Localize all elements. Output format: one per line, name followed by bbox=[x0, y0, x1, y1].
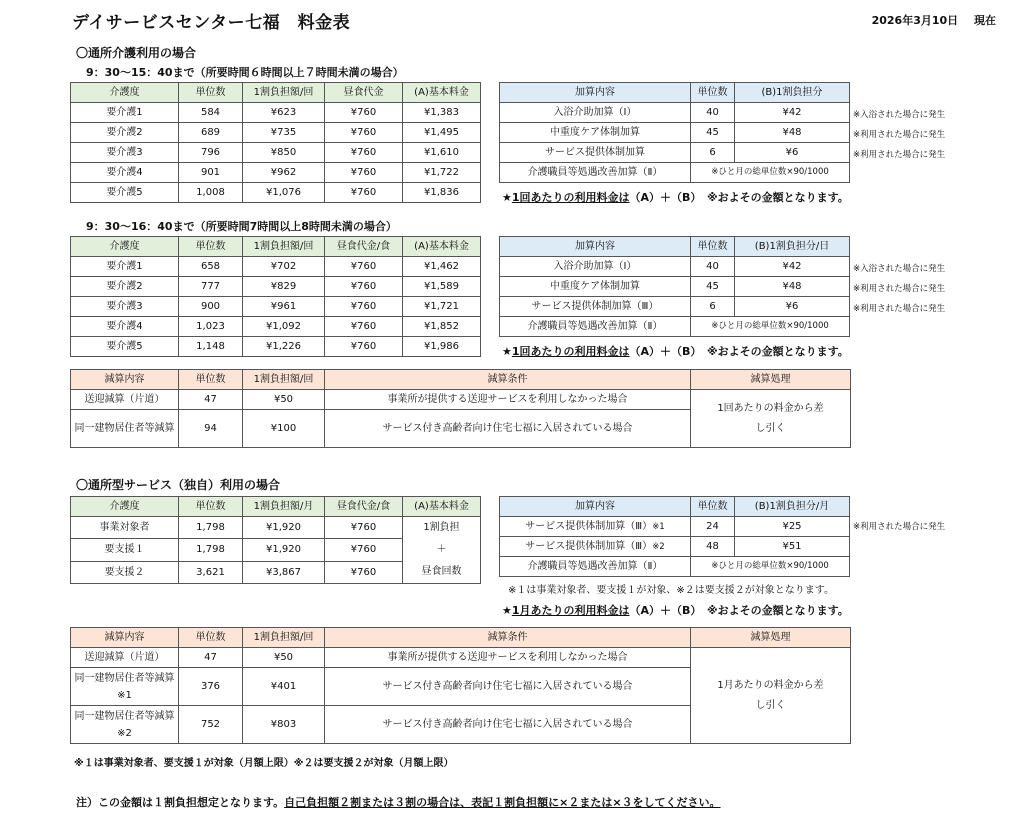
section2-footnote: ※１は事業対象者、要支援１が対象（月額上限）※２は要支援２が対象（月額上限） bbox=[74, 758, 454, 769]
table-header-row: 介護度 単位数 1割負担額/月 昼食代金/食 (A)基本料金 bbox=[71, 497, 481, 517]
section2-addition-table bbox=[499, 496, 850, 577]
table-row: 送迎減算（片道） 47 ¥50 事業所が提供する送迎サービスを利用しなかった場合 1回あたりの料金から差し引く bbox=[71, 390, 851, 410]
basic-fee-cell: 1割負担 ＋ 昼食回数 bbox=[403, 517, 481, 584]
blockA-fee-table bbox=[70, 82, 481, 203]
side-note: ※入浴された場合に発生 bbox=[853, 264, 946, 274]
blockB-total-note: ★1回あたりの利用料金は（A）＋（B） ※およその金額となります。 bbox=[502, 345, 849, 358]
section2-reduction-table bbox=[70, 627, 851, 744]
table-row: サービス提供体制加算（Ⅲ）※1 24 ¥25 bbox=[500, 517, 850, 537]
blockB-addition-table bbox=[499, 236, 850, 337]
table-header-row: 減算内容 単位数 1割負担額/回 減算条件 減算処理 bbox=[71, 370, 851, 390]
side-note: ※利用された場合に発生 bbox=[853, 304, 946, 314]
table-row: 要介護2 777 ¥829 ¥760 ¥1,589 bbox=[71, 277, 481, 297]
date-value: 2026年3月10日 bbox=[871, 14, 959, 27]
bottom-note: 注）この金額は１割負担想定となります。自己負担額２割または３割の場合は、表記１割負担額に×２または×３をしてください。 bbox=[76, 796, 721, 809]
section2-heading: 〇通所型サービス（独自）利用の場合 bbox=[76, 478, 281, 492]
table-row: 事業対象者 1,798 ¥1,920 ¥760 1割負担 ＋ 昼食回数 bbox=[71, 517, 481, 539]
date-suffix: 現在 bbox=[974, 14, 996, 27]
table-header-row: 加算内容 単位数 (B)1割負担分/月 bbox=[500, 497, 850, 517]
page-title: デイサービスセンター七福 料金表 bbox=[72, 13, 351, 33]
side-note: ※利用された場合に発生 bbox=[853, 522, 946, 532]
table-row: 要介護5 1,148 ¥1,226 ¥760 ¥1,986 bbox=[71, 337, 481, 357]
table-row: 要支援２ 3,621 ¥3,867 ¥760 bbox=[71, 561, 481, 583]
blockB-fee-table bbox=[70, 236, 481, 357]
section1-heading: 〇通所介護利用の場合 bbox=[76, 46, 197, 60]
table-row: 介護職員等処遇改善加算（Ⅱ） ※ひと月の総単位数×90/1000 bbox=[500, 317, 850, 337]
side-note: ※利用された場合に発生 bbox=[853, 150, 946, 160]
table-row: 送迎減算（片道） 47 ¥50 事業所が提供する送迎サービスを利用しなかった場合 1月あたりの料金から差し引く bbox=[71, 648, 851, 668]
table-row: 要介護5 1,008 ¥1,076 ¥760 ¥1,836 bbox=[71, 183, 481, 203]
table-row: サービス提供体制加算 6 ¥6 bbox=[500, 143, 850, 163]
blockB-subheading: 9：30～16：40まで（所要時間7時間以上8時間未満の場合） bbox=[86, 220, 397, 233]
section2-total-note: ★1月あたりの利用料金は（A）＋（B） ※およその金額となります。 bbox=[502, 604, 849, 617]
table-row: サービス提供体制加算（Ⅲ） 6 ¥6 bbox=[500, 297, 850, 317]
table-row: 同一建物居住者等減算 ※2 752 ¥803 サービス付き高齢者向け住宅七福に入居されている場合 bbox=[71, 706, 851, 744]
table-row: 同一建物居住者等減算 94 ¥100 サービス付き高齢者向け住宅七福に入居されている場合 bbox=[71, 410, 851, 448]
table-row: 入浴介助加算（Ⅰ） 40 ¥42 bbox=[500, 257, 850, 277]
target-note: ※１は事業対象者、要支援１が対象、※２は要支援２が対象となります。 bbox=[508, 585, 834, 596]
table-row: 要介護4 1,023 ¥1,092 ¥760 ¥1,852 bbox=[71, 317, 481, 337]
blockA-total-note: ★1回あたりの利用料金は（A）＋（B） ※およその金額となります。 bbox=[502, 191, 849, 204]
table-row: 介護職員等処遇改善加算（Ⅱ） ※ひと月の総単位数×90/1000 bbox=[500, 557, 850, 577]
table-row: 介護職員等処遇改善加算（Ⅱ） ※ひと月の総単位数×90/1000 bbox=[500, 163, 850, 183]
table-row: 要介護3 796 ¥850 ¥760 ¥1,610 bbox=[71, 143, 481, 163]
section1-reduction-table bbox=[70, 369, 851, 448]
table-row: サービス提供体制加算（Ⅲ）※2 48 ¥51 bbox=[500, 537, 850, 557]
table-header-row: 減算内容 単位数 1割負担額/回 減算条件 減算処理 bbox=[71, 628, 851, 648]
table-row: 中重度ケア体制加算 45 ¥48 bbox=[500, 277, 850, 297]
blockA-addition-table bbox=[499, 82, 850, 183]
table-header-row: 介護度 単位数 1割負担額/回 昼食代金/食 (A)基本料金 bbox=[71, 237, 481, 257]
table-row: 要介護3 900 ¥961 ¥760 ¥1,721 bbox=[71, 297, 481, 317]
table-header-row: 加算内容 単位数 (B)1割負担分 bbox=[500, 83, 850, 103]
side-note: ※利用された場合に発生 bbox=[853, 130, 946, 140]
table-row: 同一建物居住者等減算 ※1 376 ¥401 サービス付き高齢者向け住宅七福に入居されている場合 bbox=[71, 668, 851, 706]
table-row: 要介護1 584 ¥623 ¥760 ¥1,383 bbox=[71, 103, 481, 123]
blockA-subheading: 9：30～15：40まで（所要時間６時間以上７時間未満の場合） bbox=[86, 66, 404, 79]
section2-fee-table bbox=[70, 496, 481, 584]
date-label bbox=[872, 12, 996, 28]
table-row: 中重度ケア体制加算 45 ¥48 bbox=[500, 123, 850, 143]
table-row: 入浴介助加算（Ⅰ） 40 ¥42 bbox=[500, 103, 850, 123]
table-row: 要介護2 689 ¥735 ¥760 ¥1,495 bbox=[71, 123, 481, 143]
table-row: 要支援１ 1,798 ¥1,920 ¥760 bbox=[71, 539, 481, 561]
table-row: 要介護4 901 ¥962 ¥760 ¥1,722 bbox=[71, 163, 481, 183]
side-note: ※利用された場合に発生 bbox=[853, 284, 946, 294]
table-row: 要介護1 658 ¥702 ¥760 ¥1,462 bbox=[71, 257, 481, 277]
table-header-row: 介護度 単位数 1割負担額/回 昼食代金 (A)基本料金 bbox=[71, 83, 481, 103]
table-header-row: 加算内容 単位数 (B)1割負担分/日 bbox=[500, 237, 850, 257]
side-note: ※入浴された場合に発生 bbox=[853, 110, 946, 120]
